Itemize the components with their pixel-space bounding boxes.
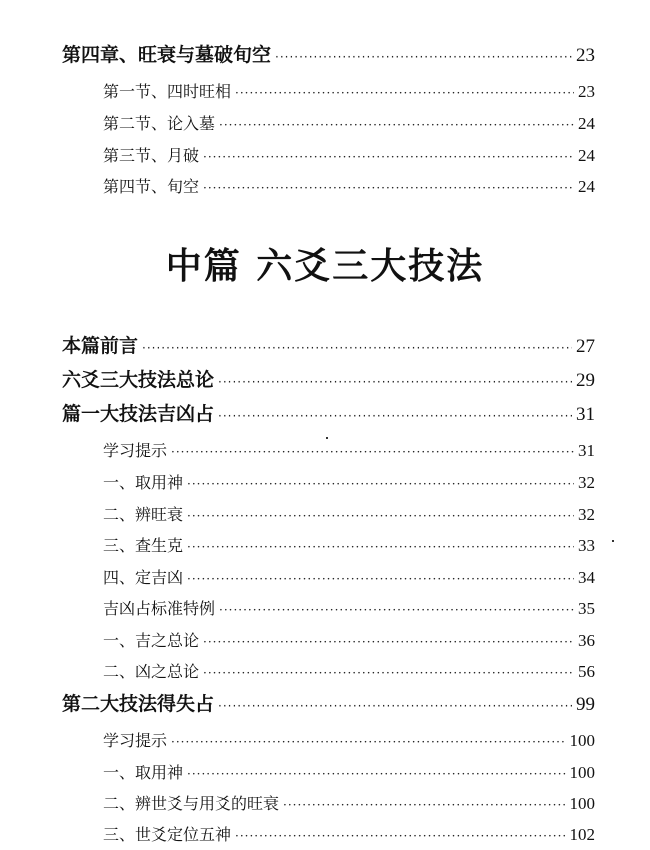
toc-entry-title: 吉凶占标准特例 [103, 599, 216, 618]
dot-leader [203, 636, 574, 648]
toc-entry-title: 第二大技法得失占 [62, 693, 215, 715]
toc-entry-technique-1 [62, 405, 595, 424]
toc-entry [103, 795, 595, 812]
toc-entry [103, 147, 595, 164]
scan-speck [326, 437, 328, 439]
toc-entry [103, 115, 595, 132]
toc-entry-title: 二、辨旺衰 [103, 505, 184, 524]
part-heading: 中篇 六爻三大技法 [165, 246, 485, 287]
toc-entry-page: 23 [576, 45, 595, 66]
toc-entry-page: 31 [576, 404, 595, 425]
dot-leader [275, 51, 572, 63]
toc-entry-page: 99 [576, 694, 595, 715]
toc-entry [103, 764, 595, 781]
toc-entry-title: 第三节、月破 [103, 146, 200, 165]
toc-entry-title: 二、凶之总论 [103, 662, 200, 681]
toc-entry [103, 442, 595, 459]
toc-entry-title: 第二节、论入墓 [103, 114, 216, 133]
toc-entry-title: 第一节、四时旺相 [103, 82, 232, 101]
toc-entry-page: 23 [578, 82, 595, 101]
dot-leader [219, 604, 574, 616]
toc-entry [103, 178, 595, 195]
dot-leader [218, 410, 572, 422]
toc-entry-title: 四、定吉凶 [103, 568, 184, 587]
toc-entry-overview [62, 371, 595, 390]
dot-leader [283, 799, 565, 811]
dot-leader [203, 151, 574, 163]
toc-entry-page: 24 [578, 146, 595, 165]
dot-leader [218, 376, 572, 388]
dot-leader [187, 768, 565, 780]
toc-entry [103, 732, 595, 749]
toc-entry-page: 36 [578, 631, 595, 650]
dot-leader [235, 87, 574, 99]
dot-leader [187, 510, 574, 522]
toc-entry [103, 663, 595, 680]
toc-entry [103, 600, 595, 617]
toc-entry-page: 24 [578, 114, 595, 133]
toc-entry [103, 83, 595, 100]
toc-entry-chapter-4 [62, 46, 595, 65]
toc-entry-title: 学习提示 [103, 731, 168, 750]
toc-entry-title: 第四章、旺衰与墓破旬空 [62, 44, 272, 66]
dot-leader [187, 541, 574, 553]
dot-leader [171, 446, 574, 458]
toc-entry-title: 学习提示 [103, 441, 168, 460]
toc-entry-title: 一、吉之总论 [103, 631, 200, 650]
toc-entry [103, 506, 595, 523]
toc-entry-page: 100 [569, 763, 595, 782]
toc-entry-preface [62, 337, 595, 356]
toc-entry-page: 100 [569, 731, 595, 750]
toc-entry-title: 一、取用神 [103, 473, 184, 492]
toc-entry [103, 632, 595, 649]
toc-entry-page: 32 [578, 473, 595, 492]
toc-entry-title: 三、查生克 [103, 536, 184, 555]
toc-entry-page: 33 [578, 536, 595, 555]
toc-entry [103, 474, 595, 491]
scan-speck [612, 540, 614, 542]
toc-entry-title: 本篇前言 [62, 335, 139, 357]
dot-leader [203, 182, 574, 194]
toc-entry-page: 100 [569, 794, 595, 813]
toc-entry-title: 六爻三大技法总论 [62, 369, 215, 391]
toc-entry-page: 34 [578, 568, 595, 587]
toc-entry-title: 一、取用神 [103, 763, 184, 782]
toc-entry-page: 27 [576, 336, 595, 357]
toc-entry-page: 35 [578, 599, 595, 618]
dot-leader [142, 342, 572, 354]
dot-leader [171, 736, 565, 748]
dot-leader [187, 573, 574, 585]
toc-entry-page: 24 [578, 177, 595, 196]
toc-entry [103, 537, 595, 554]
toc-entry-page: 32 [578, 505, 595, 524]
dot-leader [218, 700, 572, 712]
toc-entry-technique-2 [62, 695, 595, 714]
dot-leader [219, 119, 574, 131]
toc-entry [103, 826, 595, 843]
toc-entry-title: 第四节、旬空 [103, 177, 200, 196]
toc-entry-title: 三、世爻定位五神 [103, 825, 232, 844]
toc-entry-title: 篇一大技法吉凶占 [62, 403, 215, 425]
dot-leader [187, 478, 574, 490]
toc-entry-page: 29 [576, 370, 595, 391]
toc-entry [103, 569, 595, 586]
dot-leader [203, 667, 574, 679]
toc-entry-page: 102 [569, 825, 595, 844]
dot-leader [235, 830, 565, 842]
toc-entry-title: 二、辨世爻与用爻的旺衰 [103, 794, 280, 813]
toc-entry-page: 31 [578, 441, 595, 460]
toc-entry-page: 56 [578, 662, 595, 681]
